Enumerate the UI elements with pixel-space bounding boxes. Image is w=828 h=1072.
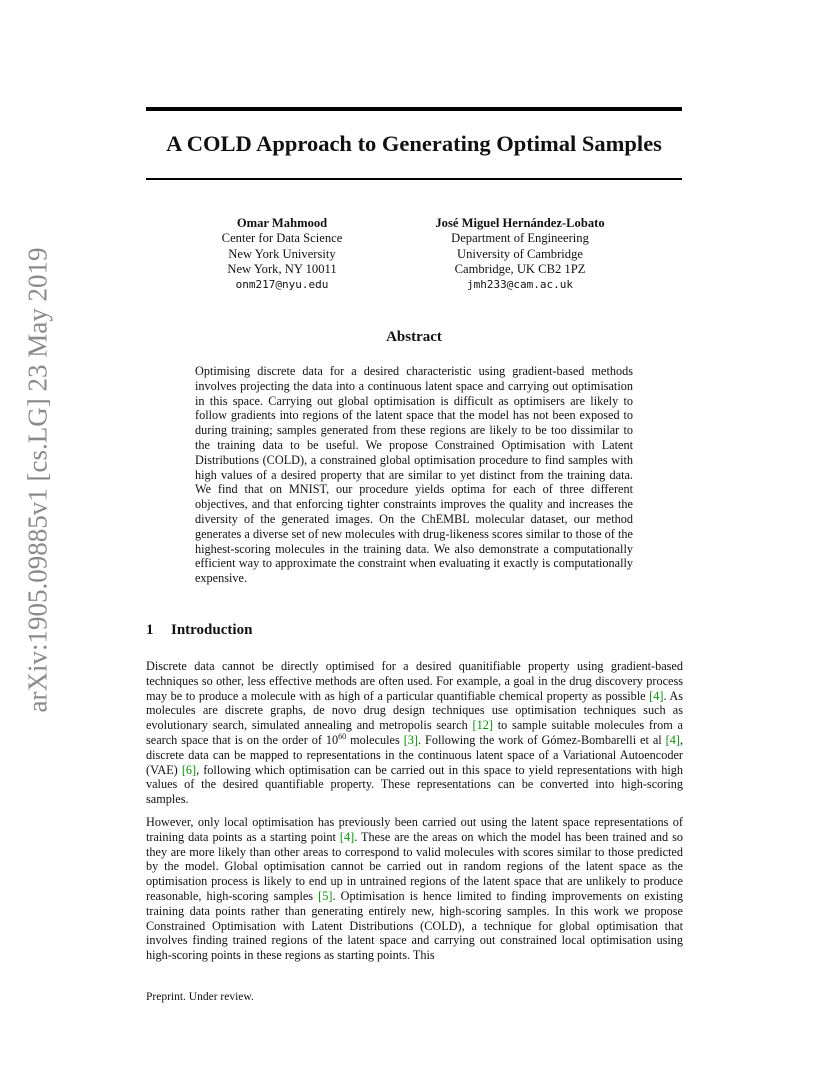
author-name: Omar Mahmood: [236, 216, 328, 230]
text-run: , following which optimisation can be carried out in this space to yield representations with high values of the desired quantifiable property. These representations can be converted into high-scoring samples.: [146, 762, 684, 807]
author-email: onm217@nyu.edu: [235, 278, 329, 292]
citation-link[interactable]: [5]: [318, 888, 333, 903]
citation-link[interactable]: [4]: [339, 829, 355, 844]
author-name: José Miguel Hernández-Lobato: [435, 216, 605, 230]
author-affiliation-line: New York University: [228, 246, 336, 261]
author-affiliation-line: Cambridge, UK CB2 1PZ: [454, 261, 586, 276]
author-block-1: [196, 216, 368, 292]
citation-link[interactable]: [6]: [181, 762, 197, 777]
text-run: . Optimisation is hence limited to finding improvements on existing training data points rather than generating entirely new, high-scoring samples. In this work we propose Constrained Optimisation with Latent Distributions (COLD), a technique for global optimisation that involves finding trained regions of the latent space and carrying out constrained local optimisation using high-scoring points in these regions as starting points. This: [146, 888, 683, 963]
author-block-2: [420, 216, 620, 292]
intro-paragraph-2: [146, 815, 683, 963]
text-run: . As molecules are discrete graphs, de novo drug design techniques use optimisation techniques such as evolutionary search, simulated annealing and metropolis search: [146, 688, 683, 733]
text-run: , discrete data can be mapped to representations in the continuous latent space of a Variational Autoencoder (VAE): [146, 732, 683, 777]
author-affiliation-line: Department of Engineering: [451, 231, 589, 246]
abstract-heading: Abstract: [386, 329, 442, 345]
author-email: jmh233@cam.ac.uk: [467, 278, 573, 292]
citation-link[interactable]: [4]: [665, 732, 680, 747]
author-affiliation-line: New York, NY 10011: [227, 261, 337, 276]
author-affiliation-line: Center for Data Science: [221, 231, 343, 246]
paper-title: A COLD Approach to Generating Optimal Samples: [166, 131, 662, 156]
text-run: Discrete data cannot be directly optimised for a desired quanitifiable property using gradient-based techniques so other, less effective methods are often used. For example, a goal in the drug discovery process may be to produce a molecule with as high of a particular quantifiable chemical property as possible: [146, 659, 683, 703]
section-heading: [146, 622, 252, 639]
title-bottom-rule: [146, 178, 682, 180]
text-run: However, only local optimisation has previously been carried out using the latent space representations of training data points as a starting point: [146, 815, 683, 844]
title-top-rule: [146, 107, 682, 111]
citation-link[interactable]: [12]: [472, 718, 493, 733]
exponent: 60: [338, 731, 347, 741]
section-title: Introduction: [171, 622, 253, 638]
citation-link[interactable]: [3]: [403, 732, 419, 747]
text-run: to sample suitable molecules from a search space that is on the order of 10: [146, 718, 683, 747]
author-affiliation-line: University of Cambridge: [457, 246, 583, 261]
abstract-text: Optimising discrete data for a desired characteristic using gradient-based methods involves projecting the data into a continuous latent space and carrying out optimisation in this space. Carrying out global optimisation is difficult as optimisers are likely to follow gradients into regions of the latent space that the model has not been exposed to during training; samples generated from these regions are likely to be too dissimilar to the training data to be useful. We propose Constrained Optimisation with Latent Distributions (COLD), a constrained global optimisation procedure to find samples with high values of a desired property that are similar to yet distinct from the training data. We find that on MNIST, our procedure yields optima for each of three different objectives, and that enforcing tighter constraints improves the quality and increases the diversity of the generated images. On the ChEMBL molecular dataset, our method generates a diverse set of new molecules with drug-likeness scores similar to those of the highest-scoring molecules in the training data. We also demonstrate a computationally efficient way to approximate the constraint when evaluating it exactly is computationally expensive.: [195, 364, 633, 586]
text-run: molecules: [346, 732, 404, 747]
section-number: 1: [146, 622, 154, 638]
text-run: . Following the work of Gómez-Bombarelli et al: [418, 732, 666, 747]
citation-link[interactable]: [4]: [649, 688, 664, 703]
text-run: . These are the areas on which the model has been trained and so they are more likely than other areas to correspond to valid molecules with scores similar to those predicted by the model. Global optimisation cannot be carried out in random regions of the latent space as the optimisation process is likely to end up in untrained regions of the latent space that are unlikely to produce reasonable, high-scoring samples: [146, 829, 683, 903]
intro-paragraph-1: [146, 659, 683, 807]
preprint-footer: Preprint. Under review.: [146, 991, 254, 1003]
arxiv-identifier-stamp: arXiv:1905.09885v1 [cs.LG] 23 May 2019: [22, 247, 53, 713]
